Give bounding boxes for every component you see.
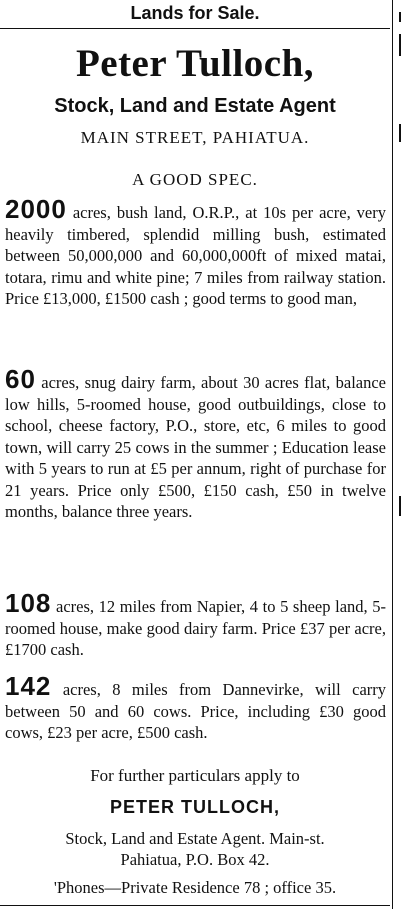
footer-phones: 'Phones—Private Residence 78 ; office 35. (53, 878, 337, 897)
listing-acres: 142 (5, 671, 52, 701)
listing-text: acres, 12 miles from Napier, 4 to 5 sheep land, 5-roomed house, make good dairy farm. Price £37 per acre, £1700 cash. (5, 597, 387, 659)
footer-contact-line2: Pahiatua, P.O. Box 42. (120, 850, 270, 869)
listing-108-acres (5, 588, 387, 661)
listing-142-acres (5, 671, 387, 744)
spec-heading: A GOOD SPEC. (132, 170, 258, 189)
listing-acres: 108 (5, 588, 52, 618)
listing-text: acres, snug dairy farm, about 30 acres flat, balance low hills, 5-roomed house, good outbuildings, close to school, cheese factory, P.O., store, etc, 6 miles to good town, will carry 25 cows in the summer ; Education lease with 5 years to run at £5 per annum, right of purchase for 21 years. Price only £500, £150 cash, £50 in twelve months, balance three years. (5, 373, 387, 521)
footer-agent-name: PETER TULLOCH, (110, 797, 280, 817)
adjacent-column-fragment (399, 124, 401, 142)
agent-name-heading: Peter Tulloch, (75, 42, 315, 85)
listing-60-acres (5, 364, 387, 523)
column-rule (392, 0, 393, 909)
adjacent-column-fragment (399, 34, 401, 56)
apply-line: For further particulars apply to (90, 766, 300, 785)
agent-title: Stock, Land and Estate Agent (54, 95, 336, 117)
listing-acres: 60 (5, 364, 36, 394)
footer-contact-line1: Stock, Land and Estate Agent. Main-st. (65, 829, 325, 848)
bottom-divider (0, 905, 390, 906)
footer-contact (0, 828, 390, 870)
listing-text: acres, 8 miles from Dannevirke, will carry between 50 and 60 cows. Price, including £30 good cows, £23 per acre, £500 cash. (5, 680, 387, 742)
listing-2000-acres (5, 194, 386, 310)
agent-address: MAIN STREET, PAHIATUA. (80, 128, 310, 147)
adjacent-column-fragment (399, 496, 401, 516)
listing-acres: 2000 (5, 194, 67, 224)
section-header: Lands for Sale. (130, 3, 260, 23)
adjacent-column-fragment (399, 12, 401, 22)
top-divider (0, 28, 390, 29)
listing-text: acres, bush land, O.R.P., at 10s per acre, very heavily timbered, splendid milling bush, estimated between 50,000,000 and 60,000,000ft of mixed matai, totara, rimu and white pine; 7 miles from railway station. Price £13,000, £1500 cash ; good terms to good man, (5, 203, 386, 308)
